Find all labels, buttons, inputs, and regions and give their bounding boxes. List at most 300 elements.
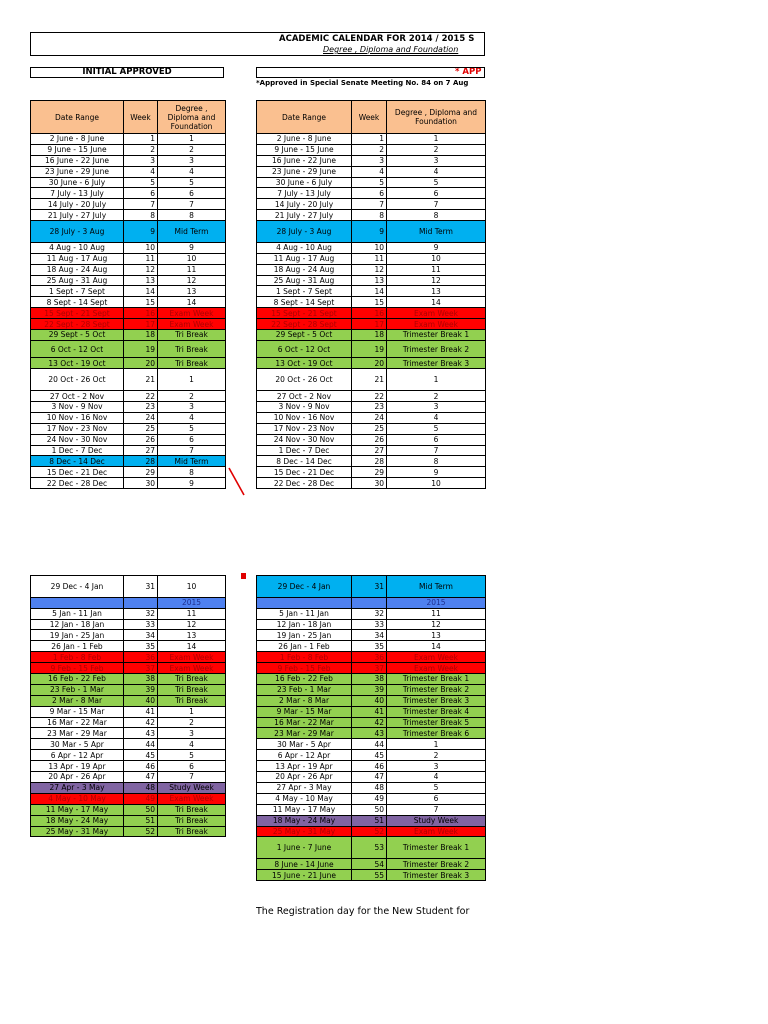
calendar-row bbox=[31, 264, 226, 275]
program-cell: 5 bbox=[387, 423, 486, 434]
week-cell: 11 bbox=[124, 253, 158, 264]
week-cell: 54 bbox=[352, 859, 387, 870]
week-cell: 31 bbox=[352, 576, 387, 598]
calendar-row bbox=[257, 358, 486, 369]
program-cell: 2 bbox=[158, 391, 226, 402]
week-cell: 20 bbox=[124, 358, 158, 369]
program-cell: 2 bbox=[387, 144, 486, 155]
date-cell: 4 Aug - 10 Aug bbox=[31, 242, 124, 253]
calendar-row bbox=[257, 717, 486, 728]
week-cell: 4 bbox=[124, 166, 158, 177]
calendar-row bbox=[257, 330, 486, 341]
header-week: Week bbox=[124, 101, 158, 134]
calendar-row bbox=[31, 358, 226, 369]
program-cell: 14 bbox=[158, 297, 226, 308]
program-cell: 2 bbox=[387, 750, 486, 761]
program-cell: Tri Break bbox=[158, 330, 226, 341]
program-cell: 7 bbox=[387, 445, 486, 456]
program-cell: 1 bbox=[158, 706, 226, 717]
calendar-row bbox=[257, 242, 486, 253]
week-cell: 6 bbox=[124, 188, 158, 199]
week-cell: 19 bbox=[124, 340, 158, 357]
program-cell: 7 bbox=[387, 804, 486, 815]
date-cell: 21 July - 27 July bbox=[257, 210, 352, 221]
date-cell: 18 Aug - 24 Aug bbox=[31, 264, 124, 275]
week-cell: 2 bbox=[352, 144, 387, 155]
program-cell: Mid Term bbox=[387, 576, 486, 598]
program-cell: Tri Break bbox=[158, 826, 226, 837]
date-cell: 3 Nov - 9 Nov bbox=[31, 401, 124, 412]
program-cell: Exam Week bbox=[158, 652, 226, 663]
week-cell: 33 bbox=[124, 619, 158, 630]
week-cell: 4 bbox=[352, 166, 387, 177]
week-cell: 2 bbox=[124, 144, 158, 155]
week-cell: 46 bbox=[352, 761, 387, 772]
date-cell: 20 Apr - 26 Apr bbox=[31, 772, 124, 783]
program-cell: 6 bbox=[387, 188, 486, 199]
date-cell bbox=[257, 597, 352, 608]
calendar-row bbox=[31, 188, 226, 199]
date-cell: 23 June - 29 June bbox=[31, 166, 124, 177]
calendar-row bbox=[31, 391, 226, 402]
calendar-row bbox=[257, 221, 486, 243]
program-cell: 9 bbox=[387, 467, 486, 478]
week-cell: 21 bbox=[124, 369, 158, 391]
calendar-row bbox=[257, 782, 486, 793]
week-cell: 45 bbox=[352, 750, 387, 761]
calendar-row bbox=[31, 478, 226, 489]
date-cell: 29 Dec - 4 Jan bbox=[31, 576, 124, 598]
program-cell: 2015 bbox=[158, 597, 226, 608]
calendar-title: ACADEMIC CALENDAR FOR 2014 / 2015 S bbox=[279, 34, 475, 44]
calendar-row bbox=[31, 445, 226, 456]
date-cell: 9 Feb - 15 Feb bbox=[257, 663, 352, 674]
program-cell: 14 bbox=[387, 641, 486, 652]
program-cell: 1 bbox=[387, 739, 486, 750]
calendar-row bbox=[257, 826, 486, 837]
date-cell: 2 Mar - 8 Mar bbox=[31, 695, 124, 706]
program-cell: Exam Week bbox=[158, 308, 226, 319]
program-cell: 6 bbox=[158, 188, 226, 199]
date-cell: 11 Aug - 17 Aug bbox=[257, 253, 352, 264]
date-cell: 1 Sept - 7 Sept bbox=[257, 286, 352, 297]
calendar-row bbox=[257, 166, 486, 177]
program-cell: 8 bbox=[387, 456, 486, 467]
week-cell: 14 bbox=[352, 286, 387, 297]
title-box bbox=[30, 32, 485, 56]
red-slash-mark bbox=[226, 466, 248, 498]
program-cell: Trimester Break 5 bbox=[387, 717, 486, 728]
date-cell: 26 Jan - 1 Feb bbox=[31, 641, 124, 652]
program-cell: Mid Term bbox=[158, 221, 226, 243]
approved-label: * APP bbox=[455, 67, 482, 77]
week-cell: 31 bbox=[124, 576, 158, 598]
calendar-row bbox=[257, 674, 486, 685]
calendar-row bbox=[257, 576, 486, 598]
program-cell: 13 bbox=[158, 630, 226, 641]
date-cell: 9 June - 15 June bbox=[31, 144, 124, 155]
program-cell: Trimester Break 1 bbox=[387, 837, 486, 859]
date-cell: 22 Dec - 28 Dec bbox=[257, 478, 352, 489]
date-cell: 13 Oct - 19 Oct bbox=[31, 358, 124, 369]
date-cell: 18 Aug - 24 Aug bbox=[257, 264, 352, 275]
program-cell: 9 bbox=[158, 478, 226, 489]
date-cell: 13 Apr - 19 Apr bbox=[257, 761, 352, 772]
program-cell: 10 bbox=[387, 253, 486, 264]
date-cell: 15 June - 21 June bbox=[257, 870, 352, 881]
week-cell: 28 bbox=[352, 456, 387, 467]
date-cell: 27 Apr - 3 May bbox=[31, 782, 124, 793]
week-cell: 49 bbox=[352, 793, 387, 804]
week-cell: 42 bbox=[124, 717, 158, 728]
week-cell: 23 bbox=[352, 401, 387, 412]
program-cell: 4 bbox=[387, 412, 486, 423]
left-calendar-table-2 bbox=[30, 575, 226, 837]
date-cell: 27 Oct - 2 Nov bbox=[31, 391, 124, 402]
calendar-row bbox=[257, 663, 486, 674]
calendar-row bbox=[31, 739, 226, 750]
program-cell: 10 bbox=[158, 253, 226, 264]
calendar-row bbox=[257, 369, 486, 391]
calendar-row bbox=[257, 772, 486, 783]
date-cell: 1 Feb - 8 Feb bbox=[31, 652, 124, 663]
week-cell: 52 bbox=[352, 826, 387, 837]
date-cell: 7 July - 13 July bbox=[31, 188, 124, 199]
week-cell: 10 bbox=[352, 242, 387, 253]
calendar-row bbox=[31, 597, 226, 608]
calendar-row bbox=[31, 340, 226, 357]
week-cell: 17 bbox=[352, 319, 387, 330]
program-cell: 11 bbox=[387, 608, 486, 619]
date-cell: 8 June - 14 June bbox=[257, 859, 352, 870]
date-cell: 17 Nov - 23 Nov bbox=[257, 423, 352, 434]
program-cell: 11 bbox=[387, 264, 486, 275]
program-cell: Exam Week bbox=[387, 826, 486, 837]
date-cell: 4 May - 10 May bbox=[31, 793, 124, 804]
week-cell: 21 bbox=[352, 369, 387, 391]
calendar-row bbox=[31, 728, 226, 739]
program-cell: Study Week bbox=[158, 782, 226, 793]
approved-label-box bbox=[256, 67, 485, 78]
date-cell: 4 Aug - 10 Aug bbox=[257, 242, 352, 253]
program-cell: 12 bbox=[387, 275, 486, 286]
calendar-row bbox=[257, 188, 486, 199]
program-cell: 7 bbox=[387, 199, 486, 210]
date-cell: 28 July - 3 Aug bbox=[31, 221, 124, 243]
week-cell: 41 bbox=[124, 706, 158, 717]
calendar-row bbox=[31, 684, 226, 695]
date-cell: 2 June - 8 June bbox=[31, 134, 124, 145]
calendar-row bbox=[31, 674, 226, 685]
calendar-row bbox=[31, 210, 226, 221]
week-cell: 6 bbox=[352, 188, 387, 199]
calendar-row bbox=[31, 717, 226, 728]
week-cell: 12 bbox=[352, 264, 387, 275]
program-cell: 14 bbox=[387, 297, 486, 308]
date-cell: 15 Sept - 21 Sept bbox=[31, 308, 124, 319]
calendar-row bbox=[31, 221, 226, 243]
calendar-row bbox=[257, 761, 486, 772]
date-cell: 23 Feb - 1 Mar bbox=[31, 684, 124, 695]
calendar-row bbox=[31, 826, 226, 837]
calendar-row bbox=[31, 456, 226, 467]
date-cell: 23 Mar - 29 Mar bbox=[31, 728, 124, 739]
date-cell: 6 Apr - 12 Apr bbox=[31, 750, 124, 761]
program-cell: 3 bbox=[387, 761, 486, 772]
date-cell: 30 June - 6 July bbox=[257, 177, 352, 188]
date-cell: 9 Mar - 15 Mar bbox=[31, 706, 124, 717]
calendar-row bbox=[257, 837, 486, 859]
week-cell: 13 bbox=[124, 275, 158, 286]
date-cell: 30 Mar - 5 Apr bbox=[257, 739, 352, 750]
week-cell: 51 bbox=[124, 815, 158, 826]
calendar-subtitle: Degree , Diploma and Foundation bbox=[323, 45, 459, 54]
week-cell: 9 bbox=[124, 221, 158, 243]
calendar-row bbox=[257, 695, 486, 706]
week-cell: 17 bbox=[124, 319, 158, 330]
calendar-row bbox=[257, 641, 486, 652]
date-cell: 9 June - 15 June bbox=[257, 144, 352, 155]
program-cell: Study Week bbox=[387, 815, 486, 826]
date-cell: 11 May - 17 May bbox=[31, 804, 124, 815]
calendar-row bbox=[257, 467, 486, 478]
calendar-row bbox=[257, 391, 486, 402]
date-cell: 19 Jan - 25 Jan bbox=[31, 630, 124, 641]
date-cell: 9 Feb - 15 Feb bbox=[31, 663, 124, 674]
program-cell: Trimester Break 6 bbox=[387, 728, 486, 739]
program-cell: 2 bbox=[158, 717, 226, 728]
header-program: Degree , Diploma and Foundation bbox=[158, 101, 226, 134]
calendar-row bbox=[257, 155, 486, 166]
program-cell: Exam Week bbox=[158, 663, 226, 674]
calendar-row bbox=[31, 782, 226, 793]
program-cell: 5 bbox=[387, 782, 486, 793]
date-cell: 15 Dec - 21 Dec bbox=[257, 467, 352, 478]
calendar-row bbox=[257, 706, 486, 717]
program-cell: 2015 bbox=[387, 597, 486, 608]
program-cell: 5 bbox=[158, 423, 226, 434]
date-cell: 13 Apr - 19 Apr bbox=[31, 761, 124, 772]
week-cell: 14 bbox=[124, 286, 158, 297]
calendar-row bbox=[257, 750, 486, 761]
calendar-row bbox=[31, 275, 226, 286]
calendar-row bbox=[31, 793, 226, 804]
program-cell: 14 bbox=[158, 641, 226, 652]
calendar-row bbox=[31, 308, 226, 319]
date-cell: 1 June - 7 June bbox=[257, 837, 352, 859]
calendar-row bbox=[31, 177, 226, 188]
date-cell: 25 May - 31 May bbox=[257, 826, 352, 837]
calendar-row bbox=[257, 199, 486, 210]
week-cell: 30 bbox=[352, 478, 387, 489]
date-cell: 23 June - 29 June bbox=[257, 166, 352, 177]
program-cell: 1 bbox=[158, 134, 226, 145]
date-cell: 16 Feb - 22 Feb bbox=[257, 674, 352, 685]
calendar-row bbox=[257, 286, 486, 297]
calendar-row bbox=[257, 423, 486, 434]
calendar-row bbox=[31, 815, 226, 826]
week-cell: 30 bbox=[124, 478, 158, 489]
calendar-row bbox=[31, 663, 226, 674]
program-cell: Trimester Break 1 bbox=[387, 330, 486, 341]
week-cell: 27 bbox=[124, 445, 158, 456]
date-cell: 17 Nov - 23 Nov bbox=[31, 423, 124, 434]
program-cell: Trimester Break 2 bbox=[387, 684, 486, 695]
program-cell: Tri Break bbox=[158, 358, 226, 369]
week-cell: 47 bbox=[124, 772, 158, 783]
week-cell: 34 bbox=[352, 630, 387, 641]
calendar-row bbox=[257, 793, 486, 804]
week-cell: 26 bbox=[124, 434, 158, 445]
program-cell: Exam Week bbox=[387, 652, 486, 663]
date-cell: 8 Dec - 14 Dec bbox=[31, 456, 124, 467]
program-cell: Mid Term bbox=[387, 221, 486, 243]
calendar-row bbox=[31, 467, 226, 478]
week-cell: 10 bbox=[124, 242, 158, 253]
calendar-row bbox=[31, 576, 226, 598]
calendar-row bbox=[31, 641, 226, 652]
week-cell: 22 bbox=[352, 391, 387, 402]
week-cell: 41 bbox=[352, 706, 387, 717]
date-cell: 13 Oct - 19 Oct bbox=[257, 358, 352, 369]
program-cell: Exam Week bbox=[387, 663, 486, 674]
week-cell: 29 bbox=[352, 467, 387, 478]
date-cell: 23 Feb - 1 Mar bbox=[257, 684, 352, 695]
program-cell: 9 bbox=[387, 242, 486, 253]
date-cell: 25 May - 31 May bbox=[31, 826, 124, 837]
calendar-row bbox=[31, 804, 226, 815]
date-cell: 2 Mar - 8 Mar bbox=[257, 695, 352, 706]
date-cell: 22 Sept - 28 Sept bbox=[31, 319, 124, 330]
date-cell: 28 July - 3 Aug bbox=[257, 221, 352, 243]
program-cell: 8 bbox=[158, 210, 226, 221]
date-cell: 21 July - 27 July bbox=[31, 210, 124, 221]
calendar-row bbox=[31, 134, 226, 145]
program-cell: 1 bbox=[158, 369, 226, 391]
week-cell: 36 bbox=[352, 652, 387, 663]
calendar-row bbox=[257, 728, 486, 739]
date-cell: 6 Oct - 12 Oct bbox=[31, 340, 124, 357]
week-cell: 3 bbox=[352, 155, 387, 166]
program-cell: 9 bbox=[158, 242, 226, 253]
date-cell: 16 June - 22 June bbox=[257, 155, 352, 166]
week-cell: 8 bbox=[352, 210, 387, 221]
calendar-row bbox=[31, 706, 226, 717]
week-cell: 24 bbox=[352, 412, 387, 423]
right-calendar-table-2 bbox=[256, 575, 486, 881]
date-cell: 24 Nov - 30 Nov bbox=[257, 434, 352, 445]
program-cell: Trimester Break 3 bbox=[387, 870, 486, 881]
week-cell: 32 bbox=[352, 608, 387, 619]
program-cell: Trimester Break 3 bbox=[387, 358, 486, 369]
senate-approval-note: *Approved in Special Senate Meeting No. 84 on 7 Aug bbox=[256, 79, 469, 87]
program-cell: 3 bbox=[387, 401, 486, 412]
date-cell: 6 Apr - 12 Apr bbox=[257, 750, 352, 761]
week-cell: 40 bbox=[352, 695, 387, 706]
calendar-row bbox=[257, 340, 486, 357]
program-cell: 12 bbox=[158, 275, 226, 286]
date-cell: 11 May - 17 May bbox=[257, 804, 352, 815]
week-cell: 5 bbox=[352, 177, 387, 188]
program-cell: Exam Week bbox=[158, 319, 226, 330]
registration-footer-text: The Registration day for the New Student for bbox=[256, 906, 470, 917]
week-cell: 55 bbox=[352, 870, 387, 881]
program-cell: Trimester Break 3 bbox=[387, 695, 486, 706]
calendar-row bbox=[257, 264, 486, 275]
program-cell: 3 bbox=[158, 728, 226, 739]
calendar-row bbox=[257, 870, 486, 881]
date-cell: 10 Nov - 16 Nov bbox=[31, 412, 124, 423]
week-cell: 52 bbox=[124, 826, 158, 837]
calendar-row bbox=[31, 401, 226, 412]
program-cell: Tri Break bbox=[158, 684, 226, 695]
calendar-row bbox=[31, 652, 226, 663]
week-cell: 37 bbox=[352, 663, 387, 674]
calendar-row bbox=[31, 166, 226, 177]
calendar-row bbox=[31, 319, 226, 330]
date-cell: 22 Sept - 28 Sept bbox=[257, 319, 352, 330]
program-cell: 1 bbox=[387, 134, 486, 145]
program-cell: 2 bbox=[158, 144, 226, 155]
week-cell: 16 bbox=[124, 308, 158, 319]
week-cell: 35 bbox=[124, 641, 158, 652]
date-cell: 8 Sept - 14 Sept bbox=[257, 297, 352, 308]
program-cell: 5 bbox=[158, 750, 226, 761]
week-cell: 43 bbox=[124, 728, 158, 739]
calendar-row bbox=[31, 608, 226, 619]
week-cell: 49 bbox=[124, 793, 158, 804]
program-cell: 13 bbox=[387, 286, 486, 297]
program-cell: 6 bbox=[387, 793, 486, 804]
program-cell: 10 bbox=[158, 576, 226, 598]
calendar-row bbox=[31, 772, 226, 783]
calendar-row bbox=[257, 859, 486, 870]
program-cell: 3 bbox=[158, 155, 226, 166]
program-cell: 7 bbox=[158, 445, 226, 456]
week-cell: 38 bbox=[124, 674, 158, 685]
date-cell: 30 June - 6 July bbox=[31, 177, 124, 188]
program-cell: Trimester Break 2 bbox=[387, 340, 486, 357]
week-cell bbox=[352, 597, 387, 608]
date-cell: 16 Mar - 22 Mar bbox=[31, 717, 124, 728]
week-cell: 8 bbox=[124, 210, 158, 221]
date-cell: 27 Apr - 3 May bbox=[257, 782, 352, 793]
date-cell: 11 Aug - 17 Aug bbox=[31, 253, 124, 264]
calendar-row bbox=[257, 134, 486, 145]
program-cell: 8 bbox=[158, 467, 226, 478]
date-cell: 15 Dec - 21 Dec bbox=[31, 467, 124, 478]
week-cell: 42 bbox=[352, 717, 387, 728]
calendar-row bbox=[257, 652, 486, 663]
week-cell: 22 bbox=[124, 391, 158, 402]
calendar-row bbox=[257, 412, 486, 423]
date-cell: 29 Sept - 5 Oct bbox=[257, 330, 352, 341]
date-cell: 9 Mar - 15 Mar bbox=[257, 706, 352, 717]
week-cell: 34 bbox=[124, 630, 158, 641]
week-cell: 1 bbox=[352, 134, 387, 145]
program-cell: 6 bbox=[387, 434, 486, 445]
program-cell: 4 bbox=[387, 166, 486, 177]
date-cell: 6 Oct - 12 Oct bbox=[257, 340, 352, 357]
week-cell: 29 bbox=[124, 467, 158, 478]
program-cell: Trimester Break 2 bbox=[387, 859, 486, 870]
calendar-row bbox=[31, 199, 226, 210]
program-cell: 12 bbox=[387, 619, 486, 630]
calendar-row bbox=[31, 286, 226, 297]
date-cell: 22 Dec - 28 Dec bbox=[31, 478, 124, 489]
date-cell: 25 Aug - 31 Aug bbox=[257, 275, 352, 286]
date-cell: 18 May - 24 May bbox=[257, 815, 352, 826]
